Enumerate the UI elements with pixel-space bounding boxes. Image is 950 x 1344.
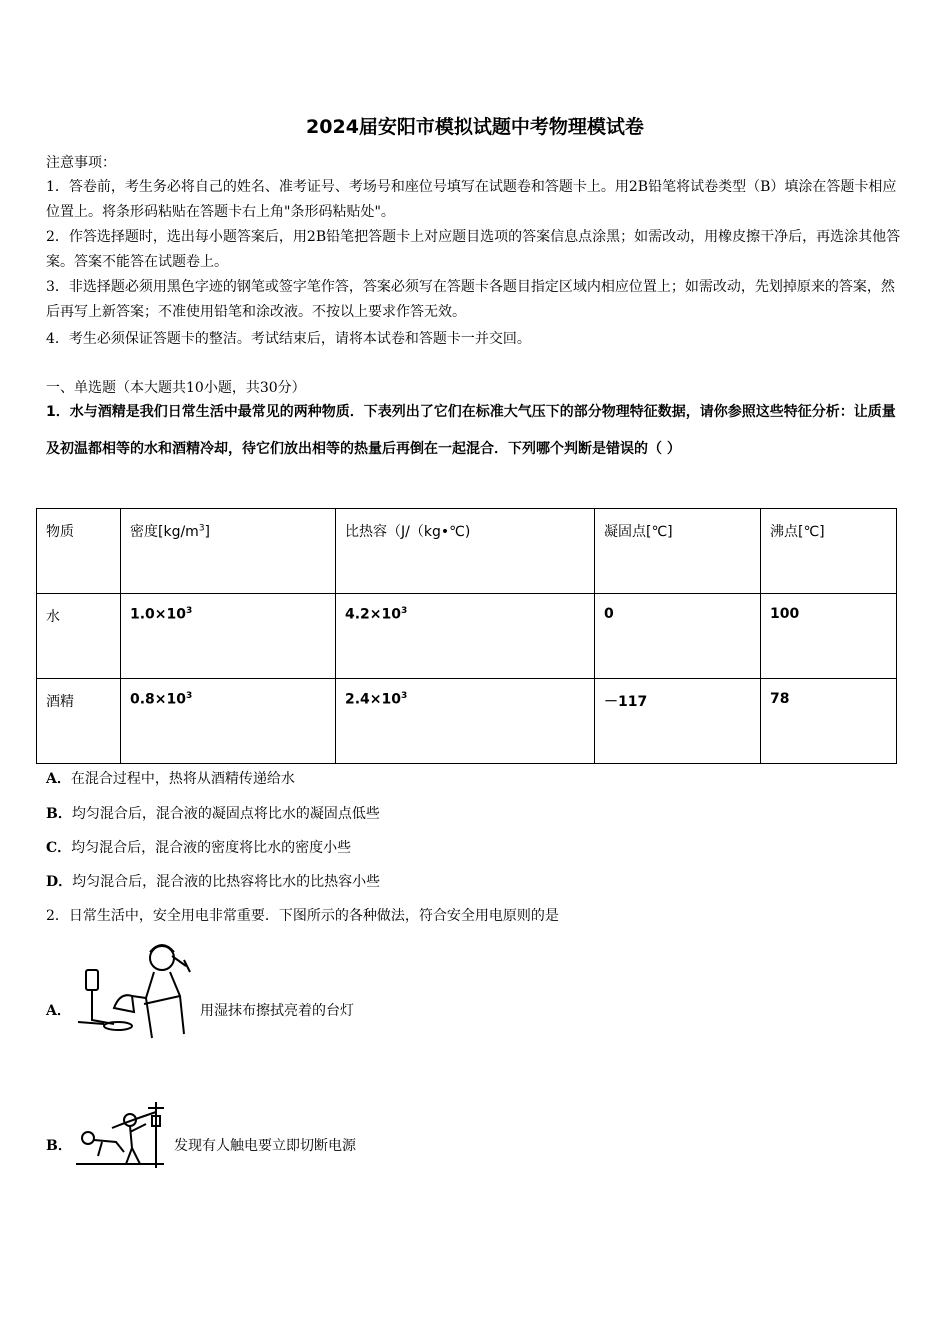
cell-boiling-point: 78 [761,679,897,764]
header-substance: 物质 [37,509,121,594]
q2-option-a-text: 用湿抹布擦拭亮着的台灯 [200,1003,354,1019]
notice-item: 1．答卷前，考生务必将自己的姓名、准考证号、考场号和座位号填写在试题卷和答题卡上。用2B铅笔将试卷类型（B）填涂在答题卡相应位置上。将条形码粘贴在答题卡右上角"条形码粘贴处"。 [46,179,897,220]
q1-option-c: C．均匀混合后，混合液的密度将比水的密度小些 [46,840,352,856]
table-row [37,594,897,679]
cell-freezing-point: －117 [595,679,761,764]
q2-option-b-label: B． [46,1138,72,1154]
page-title: 2024届安阳市模拟试题中考物理模试卷 [306,116,644,138]
notice-item: 2．作答选择题时，选出每小题答案后，用2B铅笔把答题卡上对应题目选项的答案信息点涂黑；如需改动，用橡皮擦干净后，再选涂其他答案。答案不能答在试题卷上。 [46,229,901,270]
question-1-stem: 1．水与酒精是我们日常生活中最常见的两种物质．下表列出了它们在标准大气压下的部分物理特征数据，请你参照这些特征分析：让质量及初温都相等的水和酒精冷却，待它们放出相等的热量后再倒在一起混合．下列哪个判断是错误的（ ） [46,404,896,457]
cell-boiling-point: 100 [761,594,897,679]
table-row [37,679,897,764]
cell-specific-heat: $4.2\times 10^3$ [336,594,595,679]
header-density: 密度$[kg/m^3]$ [121,509,336,594]
q2-option-a-label: A． [46,1003,71,1019]
cell-specific-heat: $2.4\times 10^3$ [336,679,595,764]
electric-shock-rescue-illustration [72,1098,168,1170]
q1-option-b: B．均匀混合后，混合液的凝固点将比水的凝固点低些 [46,806,380,822]
cell-density: $1.0\times 10^3$ [121,594,336,679]
properties-table [36,508,897,764]
q1-option-d: D．均匀混合后，混合液的比热容将比水的比热容小些 [46,874,381,890]
notice-item: 4．考生必须保证答题卡的整洁。考试结束后，请将本试卷和答题卡一并交回。 [46,331,531,347]
header-boiling-point: 沸点[℃] [761,509,897,594]
notice-heading: 注意事项： [46,155,116,171]
question-2-stem: 2．日常生活中，安全用电非常重要．下图所示的各种做法，符合安全用电原则的是 [46,908,559,924]
cell-substance: 酒精 [37,679,121,764]
header-specific-heat: 比热容（J/（kg•℃) [336,509,595,594]
notice-item: 3．非选择题必须用黑色字迹的钢笔或签字笔作答，答案必须写在答题卡各题目指定区域内相应位置上；如需改动，先划掉原来的答案，然后再写上新答案；不准使用铅笔和涂改液。不按以上要求作答无效。 [46,279,895,320]
cell-density: $0.8\times 10^3$ [121,679,336,764]
girl-cleaning-lamp-illustration [74,938,194,1048]
table-header-row [37,509,897,594]
cell-freezing-point: 0 [595,594,761,679]
header-freezing-point: 凝固点[℃] [595,509,761,594]
q2-option-b-text: 发现有人触电要立即切断电源 [174,1138,356,1154]
cell-substance: 水 [37,594,121,679]
q1-option-a: A．在混合过程中，热将从酒精传递给水 [46,771,295,787]
section-heading: 一、单选题（本大题共10小题，共30分） [46,380,306,396]
